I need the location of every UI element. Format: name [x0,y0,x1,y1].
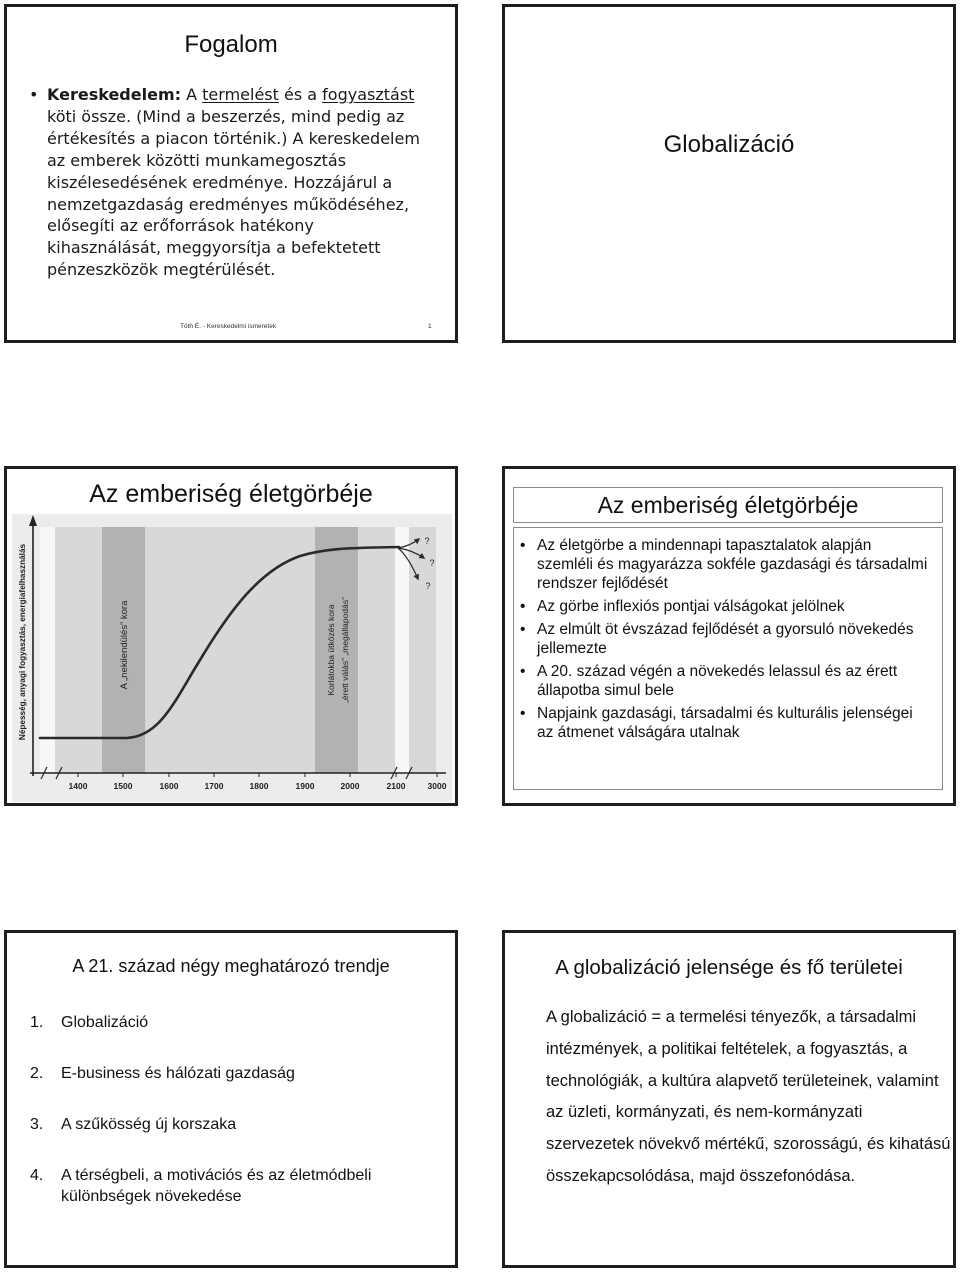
bullet-line: állapotba simul bele [537,682,675,699]
x-tick-label: 1500 [113,781,133,791]
bullet-line: A 20. század végén a növekedés lelassul és az érett [537,663,898,680]
definition-line: nemzetgazdaság eredményes működéséhez, [47,194,410,214]
x-tick-label: 1600 [159,781,179,791]
limits-era-label-line1: Korlátokba ütközés kora [326,604,336,696]
list-item-text: A szűkösség új korszaka [61,1115,237,1133]
x-tick-label: 2000 [340,781,360,791]
plot-area [40,527,436,773]
slide-life-curve-figure [4,466,458,806]
definition-line: köti össze. (Mind a beszerzés, mind pedig az [47,106,405,126]
slide-life-curve-notes [502,466,956,806]
list-item-text: E-business és hálózati gazdaság [61,1064,295,1082]
bullet-line: Az görbe inflexiós pontjai válságokat jelölnek [537,598,845,615]
slide-globalizacio [502,4,956,343]
slide-title: Az emberiség életgörbéje [89,480,373,508]
bullet-marker: • [520,705,526,722]
list-number: 3. [30,1115,44,1133]
definition-paragraph [546,1002,950,1193]
slide-footer-author: Tóth É. - Kereskedelmi ismeretek [180,323,277,330]
slide-title: A 21. század négy meghatározó trendje [72,956,390,976]
list-item-text: különbségek növekedése [61,1187,242,1205]
bullet-marker: • [520,598,526,615]
axis-gap-stripe-left [40,527,55,773]
list-item-text: Globalizáció [61,1013,149,1031]
axis-gap-stripe-future [395,527,409,773]
bullet-line: Az életgörbe a mindennapi tapasztalatok alapján [537,537,872,554]
bullet-line: Az elmúlt öt évszázad fejlődését a gyorsuló növekedés [537,621,914,638]
definition-word: és a [284,85,318,104]
list-item-text: A térségbeli, a motivációs és az életmódbeli [61,1166,372,1184]
list-item [4,1063,458,1084]
slide-title: Fogalom [184,31,278,58]
slide-title: A globalizáció jelensége és fő területei [555,956,903,979]
underlined-term-consumption: fogyasztást [322,85,415,104]
slide-title: Az emberiség életgörbéje [597,492,859,518]
definition-line: az emberek közötti munkamegosztás [47,150,347,170]
list-item [4,1012,458,1033]
slide-globalization-areas [502,930,956,1268]
bullet-marker: • [520,537,526,554]
bullet-line: szemléli és magyarázza sokféle gazdasági és társadalmi [537,556,928,573]
list-item [4,1114,458,1135]
y-axis-label: Népesség, anyagi fogyasztás, energiafelhasználás [18,543,27,741]
bullet-line: jellemezte [537,640,607,657]
bullet-list [514,536,942,742]
definition-word: A [186,85,198,104]
slide-fogalom [4,4,458,343]
list-number: 4. [30,1166,44,1184]
list-number: 2. [30,1064,44,1082]
list-item [514,597,942,616]
bullet-line: rendszer fejlődését [537,575,668,592]
slide-title: Globalizáció [663,131,795,158]
outcome-question-mark: ? [429,558,435,568]
slide-page-number: 1 [428,323,432,330]
definition-line [47,84,420,106]
definition-line: pénzeszközök megtérülését. [47,260,276,280]
paragraph-line: intézmények, a politikai feltételek, a fogyasztás, a [546,1039,908,1058]
paragraph-line: összekapcsolódása, majd összefonódása. [546,1166,856,1185]
limits-era-label-line2: „érett válás” „megállapodás” [340,597,350,703]
list-item [514,662,942,700]
life-curve-figure [12,514,452,802]
definition-line: értékesítés a piacon történik.) A kereskedelem [47,128,420,148]
takeoff-era-label: A „nekilendülés” kora [119,600,130,690]
x-tick-label: 1800 [249,781,269,791]
list-item [514,536,942,593]
outcome-question-mark: ? [425,581,431,591]
bullet-marker: • [520,621,526,638]
numbered-list [4,1012,458,1207]
paragraph-line: A globalizáció = a termelési tényezők, a társadalmi [546,1008,917,1026]
definition-term: Kereskedelem: [47,85,182,104]
bullet-marker: • [29,85,39,104]
x-tick-label: 1700 [204,781,224,791]
x-tick-label: 1400 [68,781,88,791]
paragraph-line: technológiák, a kultúra alapvető területeinek, valamint [546,1071,939,1090]
list-item [514,704,942,742]
definition-text [47,84,420,281]
bullet-marker: • [520,663,526,680]
x-tick-label: 2100 [386,781,406,791]
outcome-question-mark: ? [424,536,430,546]
underlined-term-production: termelést [202,85,279,104]
list-item [4,1165,458,1207]
bullet-line: az átmenet válságára utalnak [537,724,740,741]
paragraph-line: szervezetek növekvő mértékű, szorosságú, és kihatású [546,1135,951,1154]
slide-title-box [513,487,943,523]
x-tick-label: 3000 [427,781,447,791]
bullet-line: Napjaink gazdasági, társadalmi és kulturális jelenségei [537,705,913,722]
list-item [514,620,942,658]
slide-21st-century-trends [4,930,458,1268]
definition-line: elősegíti az erőforrások hatékony [47,216,314,236]
limits-era-band [315,527,358,773]
definition-line: kiszélesedésének eredménye. Hozzájárul a [47,172,393,192]
bullet-content-box [513,527,943,790]
x-tick-label: 1900 [295,781,315,791]
paragraph-line: az üzleti, kormányzati, és nem-kormányzati [546,1103,863,1122]
list-number: 1. [30,1013,44,1031]
definition-line: kihasználását, meggyorsítja a befektetett [47,238,381,258]
